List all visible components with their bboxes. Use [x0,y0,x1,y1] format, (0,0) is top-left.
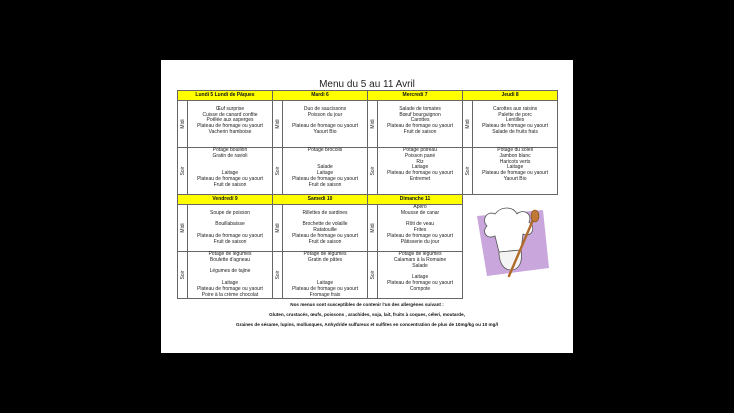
menu-line: Bouillabaisse [215,221,245,228]
midi-label-text: Midi [274,223,281,233]
menu-line: Plateau de fromage ou yaourt [292,285,358,292]
menu-line: Yaourt Bio [503,175,527,182]
midi-label-text: Midi [179,119,186,129]
menu-line: Plateau de fromage ou yaourt [482,123,548,130]
menu-line: Boulette d'agneau [209,256,251,263]
menu-line: Salade [317,164,333,171]
midi-label-text: Midi [369,119,376,129]
midi-label [368,101,378,148]
soir-label-text: Soir [369,166,376,176]
menu-line: Mousse de canar [400,209,440,216]
menu-line: Fruit de saison [403,128,437,135]
menu-line: Plateau de fromage ou yaourt [292,232,358,239]
menu-line: Potage bouillon [212,147,248,153]
menu-line: Fruit de saison [308,181,342,188]
soir-menu-cell [188,148,273,195]
midi-label [178,101,188,148]
midi-menu-cell [283,205,368,252]
menu-line: Plateau de fromage ou yaourt [197,175,263,182]
soir-label [178,148,188,195]
day-header: Samedi 10 [273,195,368,205]
midi-menu-cell [378,101,463,148]
soir-label [273,148,283,195]
menu-line: Fruit de saison [308,238,342,245]
menu-line: Plateau de fromage ou yaourt [387,170,453,177]
menu-line: Apéro [413,204,427,210]
soir-label [368,148,378,195]
menu-line: Ratatouille [313,227,337,234]
allergen-list-2: Graines de sésame, lupins, mollusques, Anhydride sulfureux et sulfites en concentration de plus de 10mg/kg ou 10 mg/l [236,322,498,327]
menu-line: Poire à la crème chocolat [201,291,259,298]
menu-line: Laitage [411,164,429,171]
soir-label [463,148,473,195]
menu-line: Potage de légumes [208,251,252,257]
soir-menu-cell [283,148,368,195]
soir-label [368,252,378,299]
midi-label-text: Midi [179,223,186,233]
menu-line: Laitage [221,279,239,286]
menu-line: Salade [412,262,428,269]
menu-line: Potage poireau [403,147,437,153]
menu-line: Laitage [316,279,334,286]
menu-line: Plateau de fromage ou yaourt [197,285,263,292]
menu-line: Compote [409,285,431,292]
menu-line: Yaourt Bio [313,128,337,135]
day-header: Jeudi 8 [463,91,558,101]
menu-line: Frites [413,227,427,234]
menu-line: Potage du soleil [497,147,533,153]
letterbox-right [573,0,734,413]
day-header: Mardi 6 [273,91,368,101]
menu-line: Potage de légumes [398,251,442,257]
menu-line: Plateau de fromage ou yaourt [292,175,358,182]
menu-line: Rôti de veau [406,221,435,228]
soir-label-text: Soir [464,166,471,176]
menu-line: Fromage frais [309,291,341,298]
soir-label [178,252,188,299]
day-header: Dimanche 11 [368,195,463,205]
menu-line: Plateau de fromage ou yaourt [387,232,453,239]
soir-menu-cell [283,252,368,299]
menu-line: Riz [416,158,424,165]
menu-line: Poêlée aux asperges [206,117,254,124]
midi-label [463,101,473,148]
menu-line: Rillettes de sardines [302,209,348,216]
menu-line: Fruit de saison [213,181,247,188]
midi-menu-cell [188,101,273,148]
letterbox-top [161,0,573,60]
menu-line: Jambon blanc [499,152,531,159]
soir-menu-cell [378,252,463,299]
menu-line: Plateau de fromage ou yaourt [482,170,548,177]
midi-menu-cell [188,205,273,252]
soir-menu-cell [188,252,273,299]
menu-line: Laitage [316,170,334,177]
menu-line: Gratin de ravioli [212,152,248,159]
menu-line: Fruit de saison [213,238,247,245]
menu-line: Palette de porc [498,111,532,118]
soir-label-text: Soir [369,270,376,280]
menu-line: Légumes de tajine [209,268,251,275]
menu-line: Plateau de fromage ou yaourt [387,123,453,130]
soir-label-text: Soir [179,166,186,176]
menu-line: Plateau de fromage ou yaourt [197,123,263,130]
day-header: Lundi 5 Lundi de Pâques [178,91,273,101]
menu-line: Vacherin framboise [208,128,252,135]
menu-line: Soupe de poisson [209,209,251,216]
menu-line: Calamars à la Romaine [393,256,447,263]
midi-label [178,205,188,252]
menu-line: Haricots verts [499,158,531,165]
midi-label [368,205,378,252]
menu-line: Cuisse de canard confite [202,111,258,118]
midi-label [273,101,283,148]
menu-line: Brochette de volaille [302,221,348,228]
menu-line: Bœuf bourguignon [399,111,441,118]
letterbox-bottom [161,353,573,413]
midi-label-text: Midi [274,119,281,129]
midi-menu-cell [283,101,368,148]
midi-label [273,205,283,252]
menu-line: Poisson pané [404,152,436,159]
menu-line: Gratin de pâtes [307,256,343,263]
menu-line: Laitage [411,274,429,281]
soir-label [273,252,283,299]
menu-line: Lentilles [505,117,525,124]
menu-line: Pâtisserie du jour [400,238,440,245]
soir-label-text: Soir [274,270,281,280]
menu-line: Plateau de fromage ou yaourt [197,232,263,239]
menu-line: Salade de fruits frais [492,128,538,135]
menu-line: Plateau de fromage ou yaourt [387,279,453,286]
day-header: Vendredi 9 [178,195,273,205]
soir-menu-cell [378,148,463,195]
midi-menu-cell [473,101,558,148]
midi-label-text: Midi [464,119,471,129]
page-title: Menu du 5 au 11 Avril [319,79,415,90]
day-header: Mercredi 7 [368,91,463,101]
menu-line: Laitage [506,164,524,171]
soir-label-text: Soir [274,166,281,176]
menu-line: Plateau de fromage ou yaourt [292,123,358,130]
midi-menu-cell [378,205,463,252]
menu-line: Poisson du jour [307,111,343,118]
midi-label-text: Midi [369,223,376,233]
menu-line: Laitage [221,170,239,177]
menu-line: Salade de tomates [399,105,441,112]
soir-menu-cell [473,148,558,195]
empty-cell [463,195,558,205]
chef-hat-spoon-icon [473,206,551,280]
menu-line: Carottes [410,117,430,124]
soir-label-text: Soir [179,270,186,280]
letterbox-left [0,0,161,413]
menu-line: Potage de légumes [303,251,347,257]
menu-line: Carottes aux raisins [492,105,538,112]
allergen-list-1: Gluten, crustacés, œufs, poissons , arachides, soja, lait, fruits à coques, céleri, moutarde, [269,312,465,317]
menu-line: Duo de saucissons [303,105,347,112]
menu-line: Potage brocolis [307,147,343,153]
menu-line: Œuf surprise [215,105,245,112]
menu-slide [161,60,573,353]
menu-line: Entremet [409,175,431,182]
allergen-heading: Nos menus sont susceptibles de contenir l'un des allergènes suivant : [290,302,444,307]
